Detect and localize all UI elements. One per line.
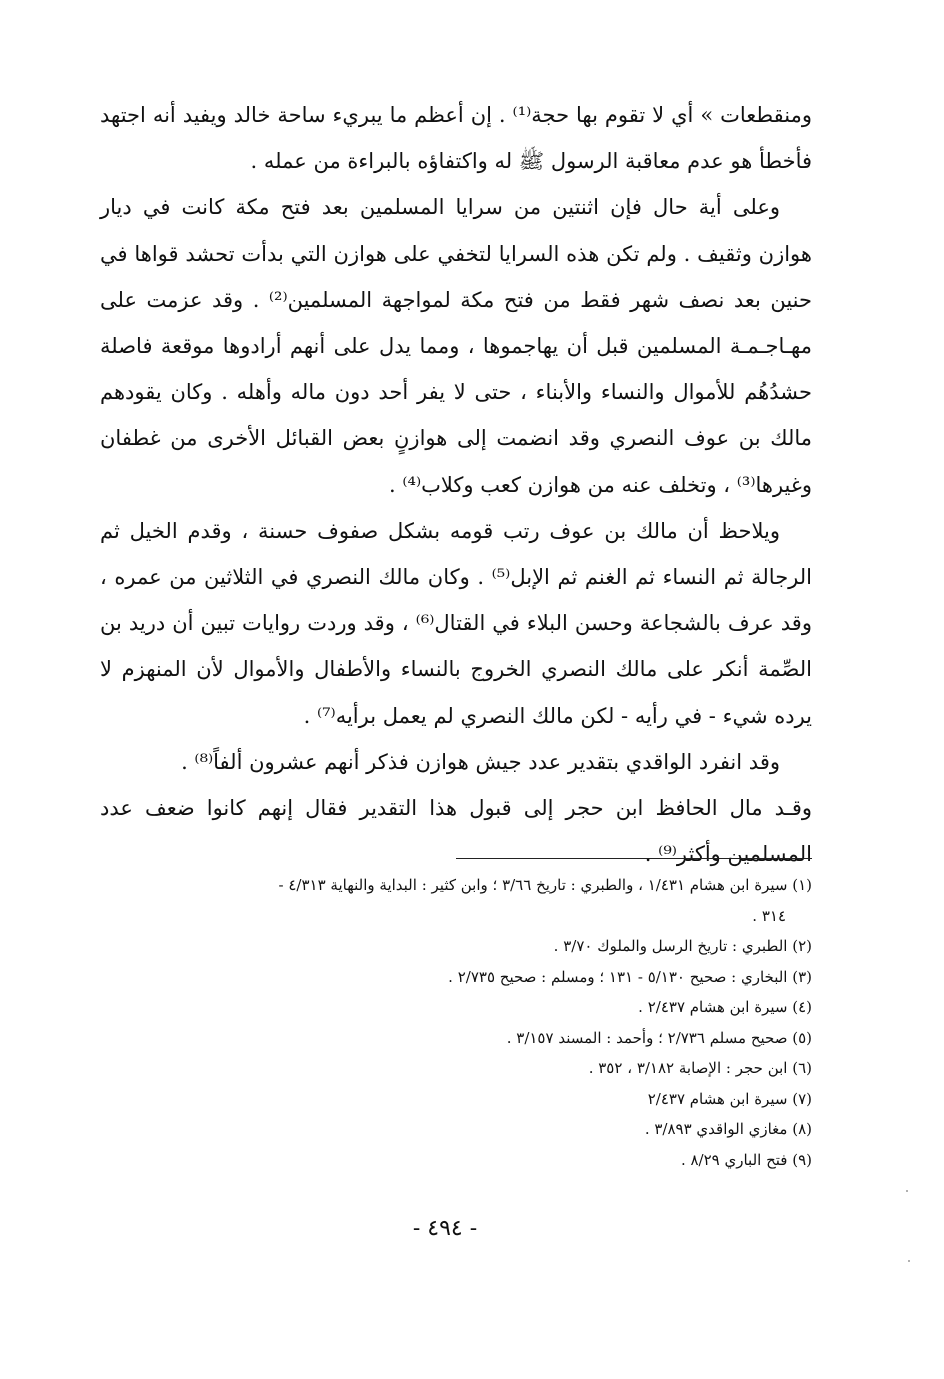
text-line: المسلمين وأكثر⁽⁹⁾ . <box>644 842 812 867</box>
footnote-text: (١) سيرة ابن هشام ١/٤٣١ ، والطبري : تاريخ ٣/٦٦ ؛ وابن كثير : البداية والنهاية ٤/٣١٣ - <box>278 876 812 894</box>
footnote-text: (٩) فتح الباري ٨/٢٩ . <box>680 1150 812 1169</box>
scan-speck <box>908 1260 910 1262</box>
footnote-4 <box>100 992 812 1023</box>
footnote-7 <box>100 1084 812 1115</box>
paragraph-3 <box>100 508 812 739</box>
text-line: هوازن وثقيف . ولم تكن هذه السرايا لتخفي على هوازن التي بدأت تحشد قواها <box>134 241 812 266</box>
footnote-text: (٢) الطبري : تاريخ الرسل والملوك ٣/٧٠ . <box>553 937 812 955</box>
text-line: من غطفان وغيرها⁽³⁾ ، وتخلف عنه من هوازن كعب وكلاب⁽⁴⁾ . <box>100 426 812 497</box>
text-line: اجتهد فأخطأ هو عدم معاقبة الرسول ﷺ له واكتفاؤه بالبراءة من عمله . <box>100 103 812 174</box>
footnote-continuation: ٣١٤ . <box>752 906 786 925</box>
text-line: عمره ، وقد عرف بالشجاعة وحسن البلاء في القتال⁽⁶⁾ ، وقد وردت روايات تبين <box>100 565 812 636</box>
footnote-3 <box>100 962 812 993</box>
text-line: في حنين بعد نصف شهر فقط من فتح مكة لمواجهة المسلمين⁽²⁾ . وقد عزمت على <box>100 241 812 312</box>
footnote-text: (٦) ابن حجر : الإصابة ٣/١٨٢ ، ٣٥٢ . <box>588 1059 812 1077</box>
footnote-separator <box>456 858 812 859</box>
main-text <box>100 92 812 877</box>
text-line: أن دريد بن الصِّمة أنكر على مالك النصري الخروج بالنساء والأطفال والأموال <box>100 611 812 682</box>
footnote-5 <box>100 1023 812 1054</box>
text-line: يقودهم مالك بن عوف النصري وقد انضمت إلى هوازنٍ بعض القبائل الأخرى <box>100 380 812 451</box>
text-line: وعلى أية حال فإن اثنتين من سرايا المسلمين بعد فتح مكة كانت في ديار <box>100 195 780 220</box>
footnotes <box>100 870 812 1175</box>
text-line: ويلاحظ أن مالك بن عوف رتب قومه بشكل صفوف حسنة ، وقدم الخيل <box>129 518 780 543</box>
footnote-text: (٣) البخاري : صحيح ٥/١٣٠ - ١٣١ ؛ ومسلم : صحيح ٢/٧٣٥ . <box>448 967 812 986</box>
text-line: ثم الرجالة ثم النساء ثم الغنم ثم الإبل⁽⁵⁾ . وكان مالك النصري في الثلاثين من <box>100 518 812 590</box>
footnote-text: (٥) صحيح مسلم ٢/٧٣٦ ؛ وأحمد : المسند ٣/١٥٧ . <box>506 1028 812 1047</box>
paragraph-4 <box>100 739 812 785</box>
paragraph-2 <box>100 184 812 507</box>
footnote-2 <box>100 931 812 962</box>
text-line: وقـد مال الحافظ ابن حجر إلى قبول هذا التقدير فقال إنهم كانوا ضعف عدد <box>100 796 812 821</box>
paragraph-5 <box>100 785 812 877</box>
footnote-8 <box>100 1114 812 1145</box>
footnote-text: (٨) مغازي الواقدي ٣/٨٩٣ . <box>644 1120 812 1138</box>
footnote-text: (٤) سيرة ابن هشام ٢/٤٣٧ . <box>638 998 812 1016</box>
text-line: مهـاجـمـة المسلمين قبل أن يهاجموها ، ومما يدل على أنهم أرادوها موقعة فاصلة <box>100 334 812 359</box>
text-line: لأن المنهزم لا يرده شيء - في رأيه - لكن مالك النصري لم يعمل برأيه⁽⁷⁾ . <box>100 657 812 728</box>
footnote-text: (٧) سيرة ابن هشام ٢/٤٣٧ <box>647 1089 812 1108</box>
text-line: وقد انفرد الواقدي بتقدير عدد جيش هوازن فذكر أنهم عشرون ألفاً⁽⁸⁾ . <box>181 749 780 774</box>
text-line: حشدُهُم للأموال والنساء والأبناء ، حتى لا يفر أحد دون ماله وأهله . وكان <box>170 380 812 405</box>
footnote-6 <box>100 1053 812 1084</box>
footnote-1 <box>100 870 812 931</box>
page-number: - ٤٩٤ - <box>412 1216 478 1241</box>
text-line: ومنقطعات » أي لا تقوم بها حجة⁽¹⁾ . إن أعظم ما يبريء ساحة خالد ويفيد أنه <box>152 103 812 127</box>
scan-speck <box>906 1190 908 1192</box>
paragraph-1 <box>100 92 812 184</box>
footnote-9 <box>100 1145 812 1176</box>
